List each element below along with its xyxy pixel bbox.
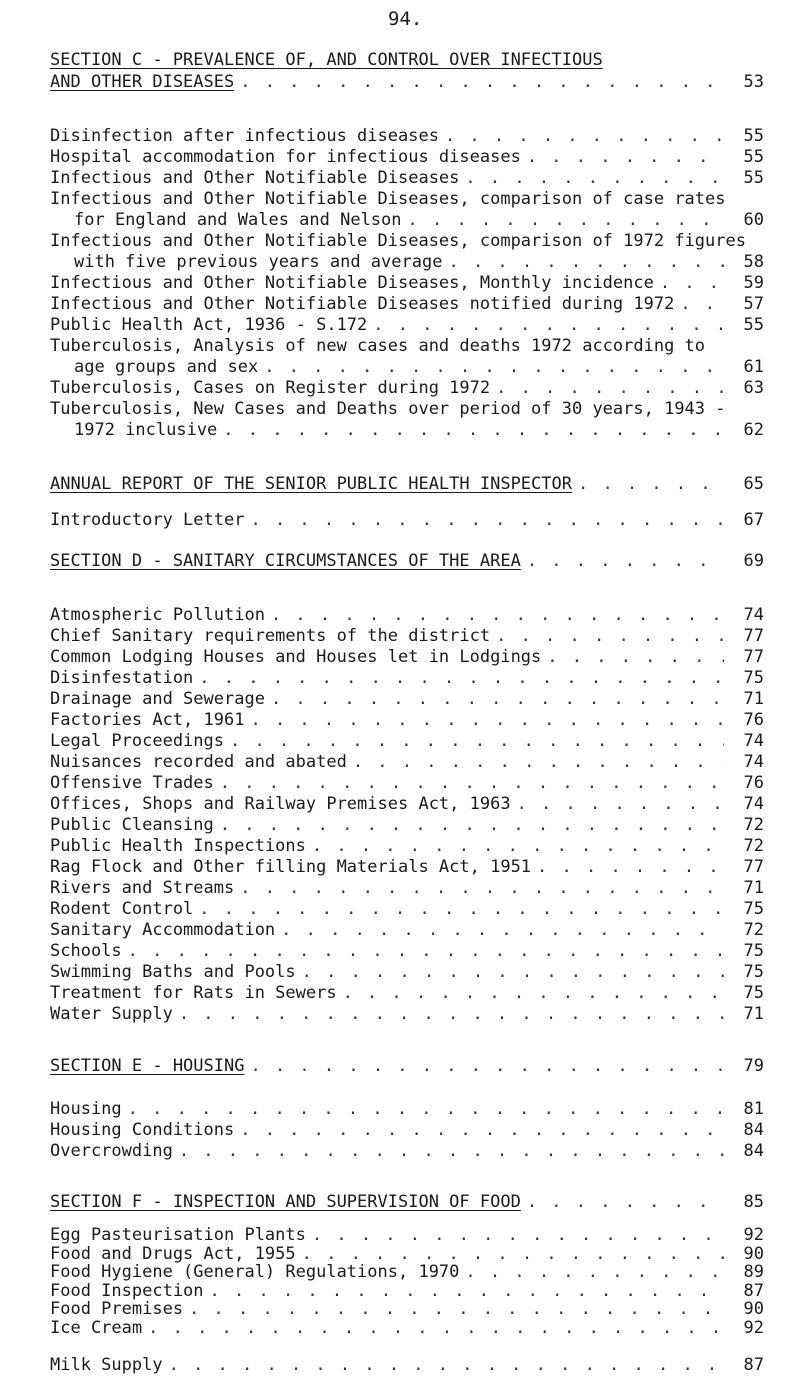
toc-entry-title: age groups and sex	[74, 357, 259, 377]
toc-entry-title: Food Inspection	[50, 1280, 204, 1301]
toc-entry-title: Schools	[50, 941, 122, 961]
leader-dots	[302, 962, 724, 982]
section-d-heading: SECTION D - SANITARY CIRCUMSTANCES OF THE AREA	[50, 551, 521, 571]
toc-entry-title: Legal Proceedings	[50, 731, 224, 751]
toc-entry-page: 61	[743, 357, 764, 377]
toc-entry-title: Food and Drugs Act, 1955	[50, 1243, 296, 1264]
leader-dots	[312, 836, 724, 856]
leader-dots	[128, 1099, 724, 1119]
leader-dots	[465, 1263, 724, 1281]
toc-entry-title: Public Health Inspections	[50, 836, 306, 856]
toc-entry-title: Rodent Control	[50, 899, 194, 919]
section-c-heading-row	[50, 72, 764, 92]
toc-entry-title: Ice Cream	[50, 1317, 143, 1338]
toc-entry-page: 71	[743, 689, 764, 709]
toc-entry	[50, 294, 764, 314]
toc-entry-page: 75	[743, 941, 764, 961]
toc-entry-page: 74	[743, 605, 764, 625]
toc-entry-page: 75	[743, 668, 764, 688]
leader-dots	[271, 689, 724, 709]
toc-entry	[50, 710, 764, 730]
toc-entry-page: 72	[743, 815, 764, 835]
leader-dots	[179, 1141, 724, 1161]
toc-entry-title: Overcrowding	[50, 1141, 173, 1161]
toc-entry	[50, 1226, 764, 1244]
toc-entry	[50, 126, 764, 146]
toc-entry-title: Infectious and Other Notifiable Diseases, comparison of case rates	[50, 189, 726, 209]
toc-entry-title: Hospital accommodation for infectious diseases	[50, 147, 521, 167]
toc-entry-page: 92	[743, 1225, 764, 1245]
toc-entry-page: 76	[743, 710, 764, 730]
section-f-heading-row	[50, 1192, 764, 1212]
leader-dots	[302, 1245, 724, 1263]
toc-entry	[50, 920, 764, 940]
toc-entry	[50, 147, 764, 167]
leader-dots	[223, 420, 724, 440]
toc-entry-page: 74	[743, 731, 764, 751]
leader-dots	[148, 1319, 724, 1337]
toc-entry-title: Public Cleansing	[50, 815, 214, 835]
toc-entry	[50, 1099, 764, 1119]
toc-entry-title: Water Supply	[50, 1004, 173, 1024]
leader-dots	[250, 510, 724, 530]
leader-dots	[169, 1356, 724, 1374]
leader-dots	[448, 252, 724, 272]
toc-entry-page: 90	[743, 1299, 764, 1319]
toc-entry-title: Nuisances recorded and abated	[50, 752, 347, 772]
leader-dots	[128, 941, 724, 961]
toc-entry	[50, 378, 764, 398]
leader-dots	[537, 857, 724, 877]
toc-entry	[50, 878, 764, 898]
toc-entry	[50, 1263, 764, 1281]
section-e-heading-row	[50, 1056, 764, 1076]
leader-dots	[264, 357, 724, 377]
toc-entry-page: 55	[743, 315, 764, 335]
toc-entry-page: 72	[743, 920, 764, 940]
toc-entry-page: 75	[743, 962, 764, 982]
toc-entry	[50, 752, 764, 772]
toc-entry-page: 67	[743, 510, 764, 530]
toc-entry-page: 71	[743, 1004, 764, 1024]
leader-dots	[250, 1056, 724, 1076]
toc-entry-page: 90	[743, 1243, 764, 1264]
toc-entry-title: for England and Wales and Nelson	[74, 210, 402, 230]
toc-entry	[50, 815, 764, 835]
leader-dots	[199, 668, 724, 688]
page-number: 94.	[388, 8, 423, 30]
toc-entry-title: Disinfestation	[50, 668, 194, 688]
toc-entry	[50, 794, 764, 814]
toc-entry	[50, 773, 764, 793]
toc-entry	[74, 252, 764, 272]
toc-entry	[50, 168, 764, 188]
toc-entry-title: Egg Pasteurisation Plants	[50, 1225, 306, 1245]
leader-dots	[220, 815, 724, 835]
leader-dots	[547, 647, 724, 667]
toc-entry-page: 72	[743, 836, 764, 856]
leader-dots	[445, 126, 724, 146]
leader-dots	[578, 474, 724, 494]
toc-entry-title: Tuberculosis, Cases on Register during 1972	[50, 378, 491, 398]
leader-dots	[660, 273, 724, 293]
toc-entry	[50, 1356, 764, 1374]
toc-entry	[50, 1245, 764, 1263]
toc-entry-title: Tuberculosis, Analysis of new cases and deaths 1972 according to	[50, 336, 706, 356]
toc-entry	[50, 668, 764, 688]
leader-dots	[465, 168, 724, 188]
annual-report-heading: ANNUAL REPORT OF THE SENIOR PUBLIC HEALTH INSPECTOR	[50, 474, 572, 494]
toc-entry-title: Infectious and Other Notifiable Diseases	[50, 168, 460, 188]
leader-dots	[527, 147, 724, 167]
toc-entry-page: 81	[743, 1099, 764, 1119]
toc-entry-page: 76	[743, 773, 764, 793]
toc-entry-page: 75	[743, 983, 764, 1003]
toc-entry-page: 60	[743, 210, 764, 230]
toc-entry-title: Sanitary Accommodation	[50, 920, 276, 940]
toc-entry	[50, 836, 764, 856]
toc-entry-title: Food Premises	[50, 1299, 184, 1319]
toc-entry-title: Housing	[50, 1099, 122, 1119]
toc-entry	[50, 626, 764, 646]
leader-dots	[240, 878, 724, 898]
leader-dots	[373, 315, 724, 335]
toc-entry	[50, 315, 764, 335]
toc-entry	[74, 210, 764, 230]
toc-entry-page: 55	[743, 168, 764, 188]
annual-report-page: 65	[743, 474, 764, 494]
toc-entry	[50, 1282, 764, 1300]
toc-entry	[50, 647, 764, 667]
section-f-page: 85	[743, 1192, 764, 1212]
section-d-heading-row	[50, 551, 764, 571]
section-c-heading: SECTION C - PREVALENCE OF, AND CONTROL OVER INFECTIOUS	[50, 50, 603, 70]
leader-dots	[527, 551, 724, 571]
leader-dots	[496, 378, 724, 398]
toc-entry-page: 87	[743, 1354, 764, 1375]
leader-dots	[353, 752, 724, 772]
leader-dots	[220, 773, 724, 793]
toc-entry-title: Infectious and Other Notifiable Diseases notified during 1972	[50, 294, 675, 314]
leader-dots	[408, 210, 724, 230]
toc-entry	[50, 605, 764, 625]
toc-entry-title: Food Hygiene (General) Regulations, 1970	[50, 1262, 460, 1282]
toc-entry	[50, 1319, 764, 1337]
toc-entry-page: 84	[743, 1120, 764, 1140]
toc-entry-page: 55	[743, 126, 764, 146]
toc-entry-page: 63	[743, 378, 764, 398]
toc-entry-title: Drainage and Sewerage	[50, 689, 265, 709]
leader-dots	[312, 1226, 724, 1244]
toc-entry	[50, 962, 764, 982]
toc-entry	[50, 1004, 764, 1024]
leader-dots	[250, 710, 724, 730]
toc-entry-page: 77	[743, 857, 764, 877]
leader-dots	[496, 626, 724, 646]
toc-entry-title: Atmospheric Pollution	[50, 605, 265, 625]
toc-entry-title: Housing Conditions	[50, 1120, 235, 1140]
leader-dots	[230, 731, 724, 751]
toc-entry-title: Disinfection after infectious diseases	[50, 126, 439, 146]
toc-entry	[50, 1300, 764, 1318]
toc-entry-title: Offensive Trades	[50, 773, 214, 793]
toc-entry	[50, 857, 764, 877]
toc-entry-page: 74	[743, 752, 764, 772]
section-c-heading-line2: AND OTHER DISEASES	[50, 72, 235, 92]
toc-entry-page: 58	[743, 252, 764, 272]
toc-entry-title: Treatment for Rats in Sewers	[50, 983, 337, 1003]
toc-entry-title: 1972 inclusive	[74, 420, 218, 440]
leader-dots	[189, 1300, 724, 1318]
toc-entry	[74, 420, 764, 440]
toc-entry	[74, 357, 764, 377]
toc-entry-title: Tuberculosis, New Cases and Deaths over period of 30 years, 1943 -	[50, 399, 726, 419]
toc-entry	[50, 1120, 764, 1140]
section-d-page: 69	[743, 551, 764, 571]
leader-dots	[271, 605, 724, 625]
toc-entry-title: Swimming Baths and Pools	[50, 962, 296, 982]
toc-entry-title: Offices, Shops and Railway Premises Act, 1963	[50, 794, 511, 814]
toc-entry	[50, 1141, 764, 1161]
leader-dots	[343, 983, 724, 1003]
toc-entry-page: 89	[743, 1262, 764, 1282]
toc-entry-page: 57	[743, 294, 764, 314]
toc-entry-page: 74	[743, 794, 764, 814]
section-e-page: 79	[743, 1056, 764, 1076]
leader-dots	[210, 1282, 724, 1300]
toc-entry-page: 87	[743, 1280, 764, 1301]
toc-entry-page: 62	[743, 420, 764, 440]
toc-entry	[50, 941, 764, 961]
toc-entry-title: Infectious and Other Notifiable Diseases, Monthly incidence	[50, 273, 654, 293]
toc-entry-page: 55	[743, 147, 764, 167]
toc-entry	[50, 731, 764, 751]
toc-entry-page: 71	[743, 878, 764, 898]
toc-entry-page: 77	[743, 626, 764, 646]
leader-dots	[527, 1192, 724, 1212]
toc-entry-title: Common Lodging Houses and Houses let in Lodgings	[50, 647, 542, 667]
leader-dots	[281, 920, 724, 940]
leader-dots	[179, 1004, 724, 1024]
toc-entry-title: Public Health Act, 1936 - S.172	[50, 315, 368, 335]
section-e-heading: SECTION E - HOUSING	[50, 1056, 245, 1076]
annual-report-heading-row	[50, 474, 764, 494]
section-c-page: 53	[743, 72, 764, 92]
section-f-heading: SECTION F - INSPECTION AND SUPERVISION OF FOOD	[50, 1192, 521, 1212]
toc-entry	[50, 273, 764, 293]
toc-entry-title: Infectious and Other Notifiable Diseases, comparison of 1972 figures	[50, 231, 746, 251]
toc-entry-title: Rag Flock and Other filling Materials Act, 1951	[50, 857, 532, 877]
toc-entry	[50, 983, 764, 1003]
toc-entry-page: 77	[743, 647, 764, 667]
toc-entry-title: Chief Sanitary requirements of the district	[50, 626, 491, 646]
toc-entry	[50, 899, 764, 919]
leader-dots	[240, 72, 724, 92]
leader-dots	[240, 1120, 724, 1140]
toc-entry-title: Rivers and Streams	[50, 878, 235, 898]
toc-entry	[50, 510, 764, 530]
toc-entry-page: 84	[743, 1141, 764, 1161]
leader-dots	[199, 899, 724, 919]
leader-dots	[680, 294, 724, 314]
leader-dots	[517, 794, 724, 814]
toc-entry-title: Introductory Letter	[50, 510, 245, 530]
toc-entry	[50, 689, 764, 709]
toc-entry-title: Milk Supply	[50, 1354, 163, 1375]
toc-entry-page: 75	[743, 899, 764, 919]
toc-entry-title: with five previous years and average	[74, 252, 443, 272]
toc-entry-title: Factories Act, 1961	[50, 710, 245, 730]
toc-entry-page: 59	[743, 273, 764, 293]
toc-entry-page: 92	[743, 1317, 764, 1338]
